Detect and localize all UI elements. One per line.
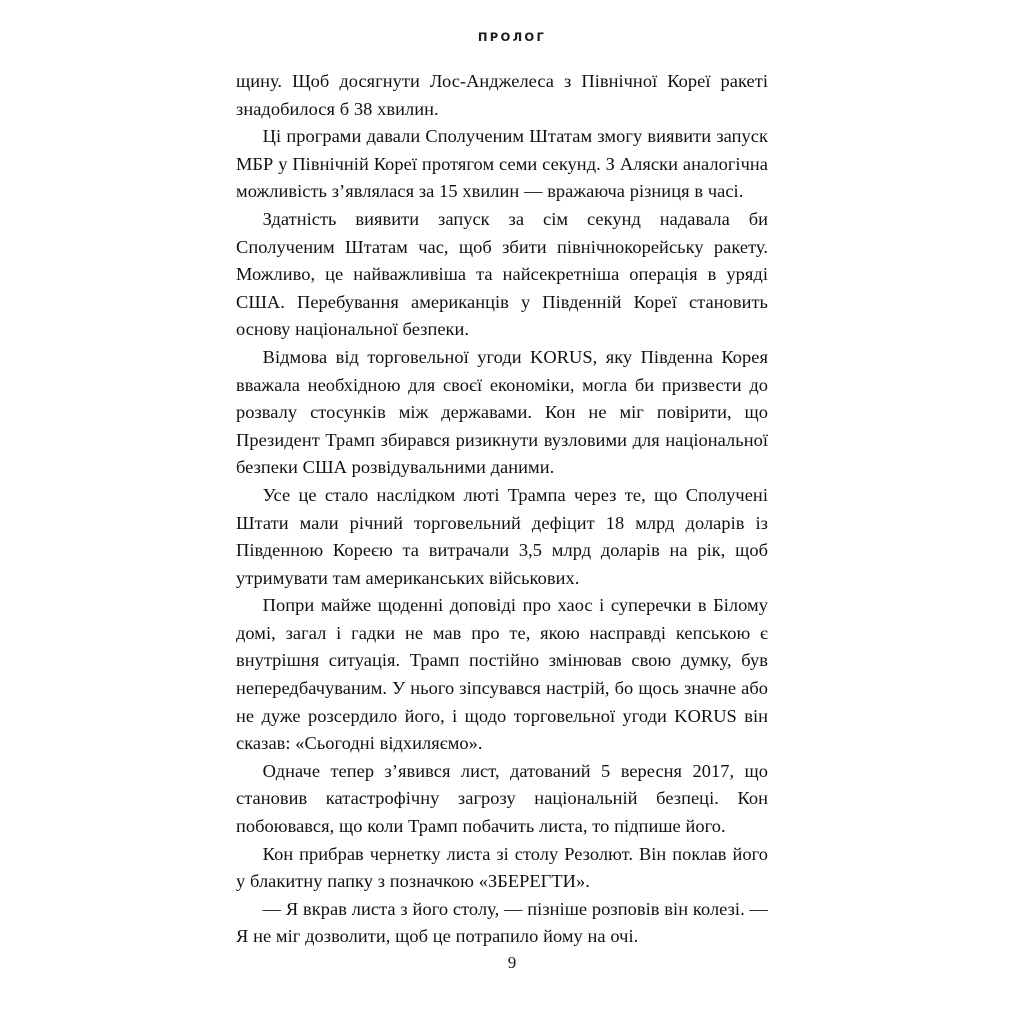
- paragraph: — Я вкрав листа з його столу, — пізніше розповів він колезі. — Я не міг дозволити, щоб це потрапило йому на очі.: [236, 898, 768, 947]
- paragraph: Кон прибрав чернетку листа зі столу Резолют. Він поклав його у блакитну папку з позначкою «ЗБЕРЕГТИ».: [236, 843, 768, 892]
- paragraph: Ці програми давали Сполученим Штатам змогу виявити запуск МБР у Північній Кореї протягом семи секунд. З Аляски аналогічна можливість з’являлася за 15 хвилин — вражаюча різниця в часі.: [236, 126, 768, 202]
- paragraph: Здатність виявити запуск за сім секунд надавала би Сполученим Штатам час, щоб збити північнокорейську ракету. Можливо, це найважливіша та найсекретніша операція в уряді США. Перебування американців у Південній Кореї становить основу національної безпеки.: [236, 208, 768, 340]
- paragraph: Попри майже щоденні доповіді про хаос і суперечки в Білому домі, загал і гадки не мав про те, якою насправді кепською є внутрішня ситуація. Трамп постійно змінював свою думку, був непередбачуваним. У нього зіпсувався настрій, бо щось значне або не дуже розсердило його, і щодо торговельної угоди KORUS він сказав: «Сьогодні відхиляємо».: [236, 595, 768, 754]
- paragraph: Відмова від торговельної угоди KORUS, яку Південна Корея вважала необхідною для своєї економіки, могла би призвести до розвалу стосунків між державами. Кон не міг повірити, що Президент Трамп збирався ризикнути вузловими для національної безпеки США розвідувальними даними.: [236, 346, 768, 478]
- paragraph: Усе це стало наслідком люті Трампа через те, що Сполучені Штати мали річний торговельний дефіцит 18 млрд доларів із Південною Кореєю та витрачали 3,5 млрд доларів на рік, щоб утримувати там американських військових.: [236, 484, 768, 588]
- body-text-block: [236, 68, 768, 951]
- running-head: ПРОЛОГ: [477, 30, 547, 44]
- paragraph: щину. Щоб досягнути Лос-Анджелеса з Північної Кореї ракеті знадобилося б 38 хвилин.: [236, 71, 768, 119]
- page-number: 9: [507, 953, 517, 972]
- paragraph: Одначе тепер з’явився лист, датований 5 вересня 2017, що становив катастрофічну загрозу національній безпеці. Кон побоювався, що коли Трамп побачить листа, то підпише його.: [236, 760, 768, 837]
